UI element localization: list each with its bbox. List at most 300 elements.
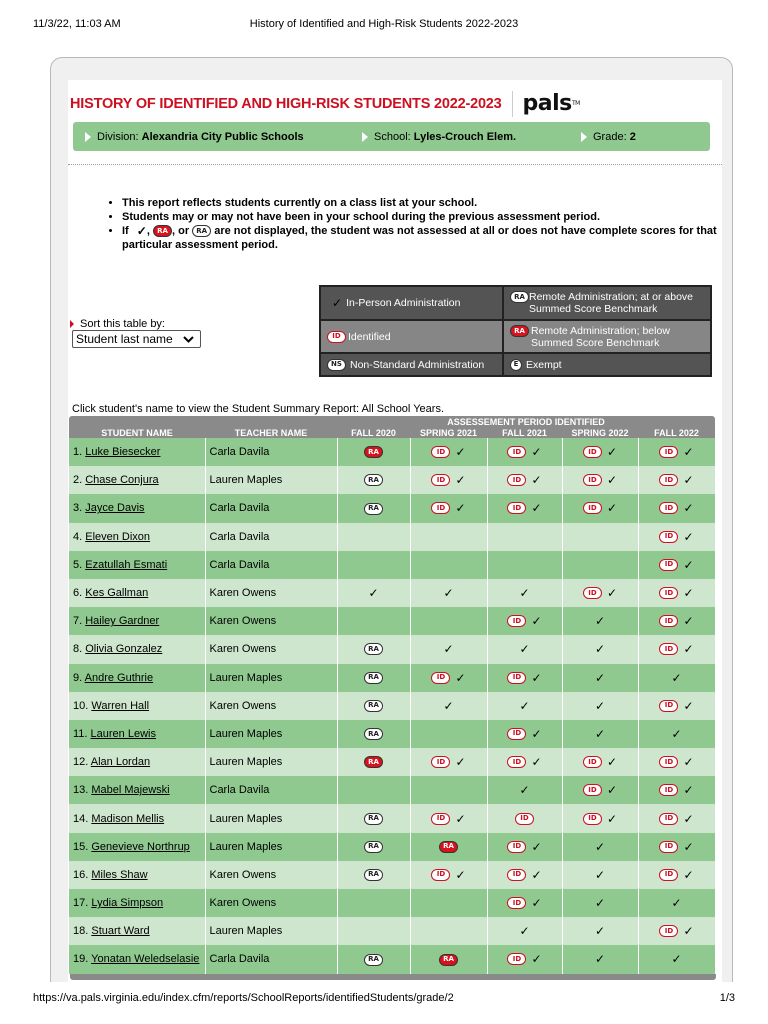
arrow-right-icon xyxy=(70,320,74,328)
period-cell xyxy=(337,692,410,720)
check-icon: ✓ xyxy=(683,529,694,544)
period-cell xyxy=(410,466,487,494)
ra-icon: RA xyxy=(364,813,383,825)
legend-non-standard xyxy=(321,354,502,375)
row-number: 19. xyxy=(73,953,92,966)
row-number: 8. xyxy=(73,643,86,656)
note-3 xyxy=(122,224,718,252)
period-cell xyxy=(337,607,410,635)
division-value: Alexandria City Public Schools xyxy=(141,130,304,143)
report-notes xyxy=(108,196,718,252)
row-number: 5. xyxy=(73,558,86,571)
student-name-cell xyxy=(69,664,205,692)
identified-icon: ID xyxy=(431,813,450,825)
period-cell xyxy=(337,438,410,466)
ra-below-icon: RA xyxy=(510,325,529,337)
identified-icon: ID xyxy=(431,446,450,458)
report-card xyxy=(50,57,733,982)
period-cell xyxy=(638,635,715,663)
period-cell xyxy=(410,607,487,635)
row-number: 6. xyxy=(73,587,86,600)
period-cell xyxy=(337,861,410,889)
check-icon: ✓ xyxy=(531,726,542,741)
period-cell xyxy=(638,833,715,861)
check-icon: ✓ xyxy=(531,473,542,488)
check-icon: ✓ xyxy=(455,501,466,516)
student-name-cell xyxy=(69,945,205,973)
check-icon: ✓ xyxy=(594,698,606,713)
period-cell xyxy=(337,720,410,748)
students-table-wrap xyxy=(69,416,715,974)
identified-icon: ID xyxy=(507,446,526,458)
teacher-name-cell: Lauren Maples xyxy=(205,748,337,776)
student-name-link[interactable]: Andre Guthrie xyxy=(84,671,154,684)
row-number: 3. xyxy=(73,502,86,515)
period-cell xyxy=(410,748,487,776)
check-icon: ✓ xyxy=(683,783,694,798)
col-fall-2022: FALL 2022 xyxy=(638,427,715,438)
student-name-link[interactable]: Miles Shaw xyxy=(91,868,148,881)
divider xyxy=(68,164,722,165)
student-name-cell xyxy=(69,833,205,861)
check-icon: ✓ xyxy=(606,755,618,770)
check-icon: ✓ xyxy=(671,896,682,911)
period-cell xyxy=(337,945,410,973)
teacher-name-cell: Lauren Maples xyxy=(205,804,337,832)
student-name-link[interactable]: Chase Conjura xyxy=(85,474,159,487)
check-icon: ✓ xyxy=(606,501,618,516)
teacher-name-cell: Lauren Maples xyxy=(205,466,337,494)
note-3-if: If xyxy=(122,225,129,237)
check-icon: ✓ xyxy=(531,445,542,460)
student-name-link[interactable]: Yonatan Weledselasie xyxy=(91,953,200,966)
row-number: 1. xyxy=(73,446,86,459)
identified-icon: ID xyxy=(659,474,678,486)
teacher-name-cell: Carla Davila xyxy=(205,438,337,466)
student-name-link[interactable]: Luke Biesecker xyxy=(85,446,161,459)
student-name-link[interactable]: Eleven Dixon xyxy=(85,530,151,543)
period-cell xyxy=(410,889,487,917)
header-spacer xyxy=(69,416,337,427)
period-cell xyxy=(487,776,562,804)
identified-icon: ID xyxy=(507,841,526,853)
legend-identified xyxy=(321,321,502,352)
period-cell xyxy=(487,551,562,579)
identified-icon: ID xyxy=(659,700,678,712)
students-table-body xyxy=(69,438,715,974)
student-name-cell xyxy=(69,438,205,466)
table-row xyxy=(69,776,715,804)
identified-icon: ID xyxy=(583,756,602,768)
identified-icon: ID xyxy=(659,446,678,458)
col-student-name: STUDENT NAME xyxy=(69,427,205,438)
print-url: https://va.pals.virginia.edu/index.cfm/reports/SchoolReports/identifiedStudents/grade/2 xyxy=(33,992,454,1004)
student-name-link[interactable]: Stuart Ward xyxy=(91,925,150,938)
identified-icon: ID xyxy=(507,756,526,768)
grade-label: Grade: xyxy=(593,130,627,143)
student-name-link[interactable]: Hailey Gardner xyxy=(85,615,160,628)
student-name-link[interactable]: Olivia Gonzalez xyxy=(85,643,163,656)
period-cell xyxy=(410,692,487,720)
identified-icon: ID xyxy=(659,925,678,937)
period-cell xyxy=(638,494,715,522)
period-cell xyxy=(638,551,715,579)
check-icon: ✓ xyxy=(671,952,682,967)
table-row xyxy=(69,438,715,466)
student-name-cell xyxy=(69,523,205,551)
legend-remote-above xyxy=(504,287,710,319)
identified-icon: ID xyxy=(431,474,450,486)
check-icon: ✓ xyxy=(519,924,530,939)
student-name-link[interactable]: Genevieve Northrup xyxy=(91,840,190,853)
row-number: 10. xyxy=(73,699,92,712)
period-cell xyxy=(638,692,715,720)
ra-below-icon: RA xyxy=(364,446,383,458)
identified-icon: ID xyxy=(583,587,602,599)
period-cell xyxy=(410,945,487,973)
check-icon: ✓ xyxy=(594,726,606,741)
check-icon: ✓ xyxy=(683,839,694,854)
identified-icon: ID xyxy=(659,643,678,655)
identified-icon: ID xyxy=(431,672,450,684)
check-icon: ✓ xyxy=(332,296,343,310)
check-icon: ✓ xyxy=(606,783,618,798)
period-cell xyxy=(562,748,638,776)
period-cell xyxy=(337,804,410,832)
period-cell xyxy=(562,494,638,522)
teacher-name-cell: Lauren Maples xyxy=(205,917,337,945)
identified-icon: ID xyxy=(583,446,602,458)
ra-below-icon: RA xyxy=(439,954,458,966)
period-cell xyxy=(337,664,410,692)
period-cell xyxy=(487,889,562,917)
table-row xyxy=(69,720,715,748)
check-icon: ✓ xyxy=(606,811,618,826)
pals-logo-text: pals xyxy=(522,91,572,116)
row-number: 13. xyxy=(73,784,92,797)
period-cell xyxy=(562,466,638,494)
table-row xyxy=(69,664,715,692)
table-row xyxy=(69,889,715,917)
row-number: 14. xyxy=(73,812,92,825)
exempt-icon: E xyxy=(510,359,522,371)
identified-icon: ID xyxy=(659,813,678,825)
check-icon: ✓ xyxy=(455,811,466,826)
period-cell xyxy=(410,523,487,551)
row-number: 17. xyxy=(73,897,92,910)
period-cell xyxy=(487,945,562,973)
teacher-name-cell: Lauren Maples xyxy=(205,720,337,748)
check-icon: ✓ xyxy=(594,642,606,657)
check-icon: ✓ xyxy=(683,867,694,882)
period-cell xyxy=(638,917,715,945)
student-name-link[interactable]: Alan Lordan xyxy=(90,756,151,769)
table-row xyxy=(69,607,715,635)
period-cell xyxy=(638,607,715,635)
student-name-cell xyxy=(69,889,205,917)
col-fall-2020: FALL 2020 xyxy=(337,427,410,438)
table-row xyxy=(69,579,715,607)
table-row xyxy=(69,917,715,945)
period-cell xyxy=(562,720,638,748)
identified-icon: ID xyxy=(659,869,678,881)
identified-icon: ID xyxy=(659,841,678,853)
note-3-or: , or xyxy=(171,225,190,237)
period-cell xyxy=(562,804,638,832)
period-cell xyxy=(562,692,638,720)
identified-icon: ID xyxy=(583,813,602,825)
teacher-name-cell: Carla Davila xyxy=(205,523,337,551)
check-icon: ✓ xyxy=(606,473,618,488)
table-row xyxy=(69,635,715,663)
period-cell xyxy=(410,635,487,663)
period-cell xyxy=(638,523,715,551)
period-cell xyxy=(638,720,715,748)
identified-icon: ID xyxy=(507,953,526,965)
identified-icon: ID xyxy=(583,784,602,796)
ra-icon: RA xyxy=(364,700,383,712)
sort-select[interactable] xyxy=(72,330,201,348)
identified-icon: ID xyxy=(659,502,678,514)
period-cell xyxy=(562,438,638,466)
identified-icon: ID xyxy=(515,813,534,825)
period-cell xyxy=(337,748,410,776)
teacher-name-cell: Carla Davila xyxy=(205,776,337,804)
teacher-name-cell: Karen Owens xyxy=(205,889,337,917)
check-icon: ✓ xyxy=(455,473,466,488)
identified-icon: ID xyxy=(507,502,526,514)
identified-icon: ID xyxy=(507,897,526,909)
check-icon: ✓ xyxy=(443,586,454,601)
check-icon: ✓ xyxy=(671,670,682,685)
check-icon: ✓ xyxy=(531,896,542,911)
teacher-name-cell: Carla Davila xyxy=(205,945,337,973)
row-number: 16. xyxy=(73,868,92,881)
period-cell xyxy=(638,861,715,889)
period-cell xyxy=(487,917,562,945)
check-icon: ✓ xyxy=(683,614,694,629)
student-name-link[interactable]: Ezatullah Esmati xyxy=(85,558,168,571)
check-icon: ✓ xyxy=(443,642,454,657)
period-cell xyxy=(337,494,410,522)
period-cell xyxy=(487,804,562,832)
period-cell xyxy=(638,466,715,494)
check-icon: ✓ xyxy=(519,783,530,798)
grade-info xyxy=(581,131,636,143)
period-cell xyxy=(410,804,487,832)
identified-icon: ID xyxy=(507,615,526,627)
student-name-link[interactable]: Lauren Lewis xyxy=(90,727,156,740)
period-cell xyxy=(562,635,638,663)
teacher-name-cell: Carla Davila xyxy=(205,551,337,579)
legend-identified-label: Identified xyxy=(348,330,391,343)
report-inner xyxy=(68,80,722,982)
check-icon: ✓ xyxy=(683,501,694,516)
period-cell xyxy=(337,833,410,861)
legend-exempt-label: Exempt xyxy=(526,358,562,371)
check-icon: ✓ xyxy=(455,867,466,882)
period-cell xyxy=(562,833,638,861)
identified-icon: ID xyxy=(659,784,678,796)
teacher-name-cell: Karen Owens xyxy=(205,579,337,607)
period-cell xyxy=(410,833,487,861)
check-icon: ✓ xyxy=(606,586,618,601)
period-cell xyxy=(638,579,715,607)
student-name-link[interactable]: Lydia Simpson xyxy=(91,897,164,910)
check-icon: ✓ xyxy=(594,952,606,967)
check-icon: ✓ xyxy=(519,642,530,657)
period-cell xyxy=(410,438,487,466)
identified-icon: ID xyxy=(659,756,678,768)
row-number: 7. xyxy=(73,615,86,628)
table-row xyxy=(69,494,715,522)
period-cell xyxy=(562,664,638,692)
student-name-link[interactable]: Kes Gallman xyxy=(85,587,149,600)
teacher-name-cell: Karen Owens xyxy=(205,607,337,635)
grade-value: 2 xyxy=(629,130,636,143)
print-page: 1/3 xyxy=(719,992,735,1004)
table-row xyxy=(69,466,715,494)
identified-icon: ID xyxy=(507,672,526,684)
student-name-cell xyxy=(69,861,205,889)
check-icon: ✓ xyxy=(455,445,466,460)
legend-in-person xyxy=(321,287,502,319)
row-number: 18. xyxy=(73,925,92,938)
check-icon: ✓ xyxy=(606,445,618,460)
col-spring-2021: SPRING 2021 xyxy=(410,427,487,438)
period-cell xyxy=(337,917,410,945)
non-standard-icon: NS xyxy=(327,359,346,371)
identified-icon: ID xyxy=(431,502,450,514)
chevron-down-icon xyxy=(183,336,194,343)
student-name-link[interactable]: Jayce Davis xyxy=(85,502,145,515)
period-cell xyxy=(562,889,638,917)
period-cell xyxy=(337,551,410,579)
row-number: 2. xyxy=(73,474,86,487)
period-cell xyxy=(487,579,562,607)
period-cell xyxy=(562,551,638,579)
check-icon: ✓ xyxy=(683,755,694,770)
period-cell xyxy=(487,494,562,522)
period-cell xyxy=(562,523,638,551)
row-number: 12. xyxy=(73,756,91,769)
check-icon: ✓ xyxy=(531,755,542,770)
ra-icon: RA xyxy=(364,474,383,486)
school-value: Lyles-Crouch Elem. xyxy=(413,130,517,143)
row-number: 9. xyxy=(73,671,85,684)
identified-icon: ID xyxy=(583,474,602,486)
students-table xyxy=(69,416,716,974)
period-cell xyxy=(410,861,487,889)
legend xyxy=(319,285,712,377)
check-icon: ✓ xyxy=(683,473,694,488)
sort-select-value: Student last name xyxy=(76,332,173,346)
student-name-cell xyxy=(69,466,205,494)
ra-icon: RA xyxy=(364,672,383,684)
check-icon: ✓ xyxy=(368,586,379,601)
period-cell xyxy=(337,523,410,551)
legend-non-standard-label: Non-Standard Administration xyxy=(350,358,485,371)
school-info xyxy=(362,131,516,143)
ra-below-icon: RA xyxy=(439,841,458,853)
period-cell xyxy=(487,466,562,494)
check-icon: ✓ xyxy=(683,445,694,460)
division-label: Division: xyxy=(97,130,139,143)
identified-icon: ID xyxy=(659,531,678,543)
check-icon: ✓ xyxy=(683,642,694,657)
period-cell xyxy=(638,438,715,466)
check-icon: ✓ xyxy=(455,670,466,685)
student-name-link[interactable]: Mabel Majewski xyxy=(91,784,170,797)
teacher-name-cell: Lauren Maples xyxy=(205,664,337,692)
teacher-name-cell: Karen Owens xyxy=(205,861,337,889)
period-cell xyxy=(562,945,638,973)
student-name-link[interactable]: Madison Mellis xyxy=(91,812,165,825)
period-cell xyxy=(410,494,487,522)
student-name-cell xyxy=(69,720,205,748)
teacher-name-cell: Karen Owens xyxy=(205,635,337,663)
report-title: HISTORY OF IDENTIFIED AND HIGH-RISK STUDENTS 2022-2023 xyxy=(70,96,502,112)
note-3-comma: , xyxy=(146,225,150,237)
period-cell xyxy=(410,551,487,579)
student-name-cell xyxy=(69,748,205,776)
period-cell xyxy=(487,720,562,748)
legend-remote-above-label: Remote Administration; at or above Summed Score Benchmark xyxy=(529,291,694,315)
student-name-cell xyxy=(69,551,205,579)
check-icon: ✓ xyxy=(531,952,542,967)
identified-icon: ID xyxy=(507,474,526,486)
pals-logo xyxy=(512,91,580,117)
student-name-cell xyxy=(69,804,205,832)
ra-icon: RA xyxy=(364,728,383,740)
check-icon: ✓ xyxy=(683,924,694,939)
check-icon: ✓ xyxy=(594,924,606,939)
ra-icon: RA xyxy=(364,869,383,881)
period-cell xyxy=(410,579,487,607)
period-cell xyxy=(410,917,487,945)
school-label: School: xyxy=(374,130,411,143)
pals-logo-tm: TM xyxy=(571,100,580,107)
student-name-cell xyxy=(69,494,205,522)
period-cell xyxy=(487,607,562,635)
division-info xyxy=(85,131,304,143)
check-icon: ✓ xyxy=(531,670,542,685)
period-cell xyxy=(487,692,562,720)
identified-icon: ID xyxy=(659,615,678,627)
sort-label-text: Sort this table by: xyxy=(80,318,165,330)
period-cell xyxy=(487,635,562,663)
table-row xyxy=(69,945,715,973)
check-icon: ✓ xyxy=(594,867,606,882)
check-icon: ✓ xyxy=(519,698,530,713)
table-row xyxy=(69,523,715,551)
student-name-link[interactable]: Warren Hall xyxy=(91,699,150,712)
legend-exempt xyxy=(504,354,710,375)
period-cell xyxy=(638,664,715,692)
period-cell xyxy=(638,889,715,917)
check-icon: ✓ xyxy=(594,896,606,911)
legend-remote-below-label: Remote Administration; below Summed Score Benchmark xyxy=(531,324,670,349)
info-bar xyxy=(73,122,710,151)
ra-icon: RA xyxy=(510,291,529,303)
period-cell xyxy=(487,523,562,551)
check-icon: ✓ xyxy=(594,839,606,854)
identified-icon: ID xyxy=(327,331,346,343)
table-row xyxy=(69,804,715,832)
row-number: 4. xyxy=(73,530,86,543)
legend-in-person-label: In-Person Administration xyxy=(346,297,461,309)
period-cell xyxy=(337,466,410,494)
